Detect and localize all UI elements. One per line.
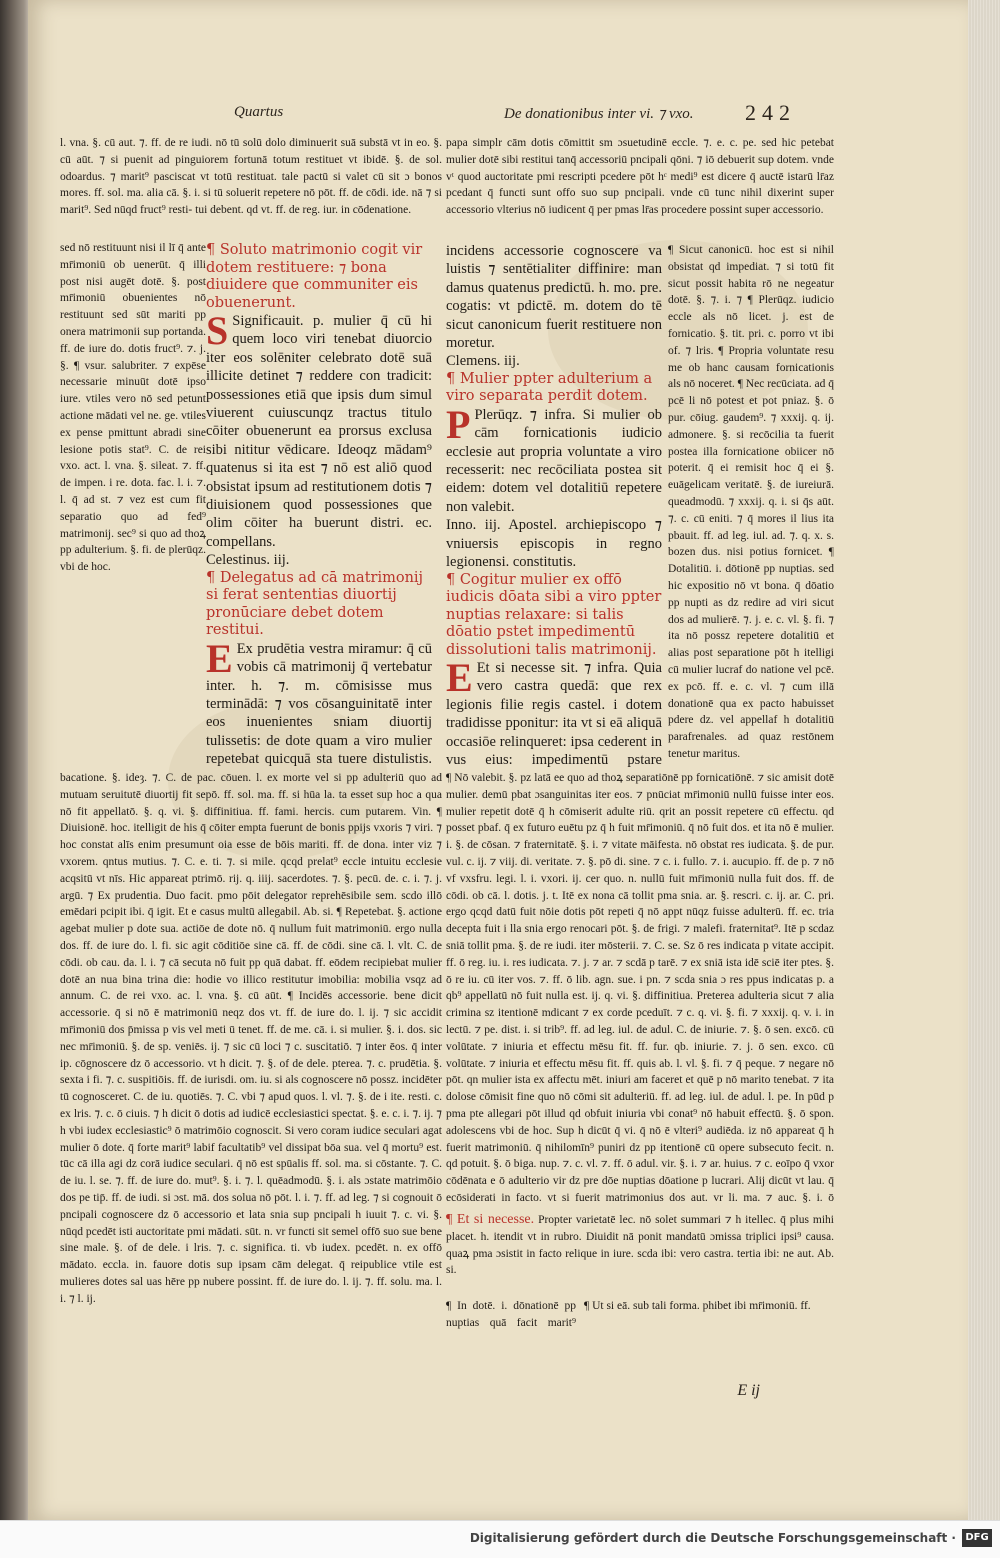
book-spine <box>0 0 30 1557</box>
decretal-sign-3: Clemens. iij. <box>446 353 520 370</box>
gloss-final-right: ¶ Ut si eā. sub tali forma. phibet ibi mr̄imoniū. ff. <box>584 1300 811 1312</box>
initial-s: S <box>206 308 229 353</box>
footer-bar <box>0 1520 1000 1558</box>
gloss-left-narrow: sed nō restituunt nisi il lī q̄ ante mr̄imoniū ob uenerūt. q̄ illi post nisi augēt dotē. §. post mr̄imoniū obuenientes nō restituunt sed sūt mariti pp onera matrimonii sup portanda. ff. de iure do. dotis fruct⁹. ⁊. j. §. ¶ vsur. salubriter. ⁊ expēse necessarie minuūt dotē ipso iure. vtiles vero nō sed petunt actione mādati vel ne. ge. vtiles ex pense pmittunt abradi sine lesione potis stat⁹. C. de rei vxo. act. l. vna. §. sileat. ⁊. ff. de impen. i re. dota. fac. l. i. ⁊. l. q̄ ad st. ⁊ vez est cum fit separatio quo ad fed⁹ matrimonij. sec⁹ si quo ad thoꝝ pp adulterium. §. fi. de plerūqz. vbi de hoc. <box>60 242 206 574</box>
running-head-left: Quartus <box>234 104 284 120</box>
folio-number: 242 <box>745 100 796 125</box>
running-head-title: De donationibus inter vi. ⁊ vxo. <box>504 106 694 122</box>
decretal-text-4: Plerūqz. ⁊ infra. Si mulier ob cām fornicationis iudicio ecclesie aut propria voluntate a viro recesserit: nec recōciliata postea sit eidem: dotem vel dotalitiū repetere non valebit. <box>446 406 662 515</box>
gloss-top-left: l. vna. §. cū aut. ⁊. ff. de re iudi. nō tū solū dolo diminuerit suā substā vt in eo. §. cū aūt. ⁊ si puenit ad pinguiorem fortunā totum restituet vt ibidē. §. de sol. odoardus. ⁊ marit⁹ pasciscat vt totū restituat. tale pactū si valet cū sit ɔ bonos mores. ff. sol. ma. alia cā. §. i. si tū soluerit repetere nō pōt. ff. de cōdi. ide. nā ⁊ si marit⁹. Sed nūqd fruct⁹ resti- tui debent. qd vt. ff. de reg. iur. in cōdenatione. <box>60 137 442 217</box>
rubric-4: ¶ Cogitur mulier ex offō iudicis dōata sibi a viro ppter nuptias relaxare: si talis dōatio pstet impedimentū dissolutioni talis matrimonij. <box>446 571 662 658</box>
rubric-2: ¶ Delegatus ad cā matrimonij si ferat sententias diuortij pronūciare debet dotem restitui. <box>206 569 424 639</box>
main-column-1 <box>206 242 432 768</box>
dfg-logo: DFG <box>962 1529 992 1547</box>
footer-text: Digitalisierung gefördert durch die Deutsche Forschungsgemeinschaft · <box>469 1531 956 1545</box>
gloss-bottom-right: ¶ Nō valebit. §. pz latā ee quo ad thoꝝ separatiōnē pp fornicatiōnē. ⁊ sic amisit dotē mulier. demū pbat ɔsanguinitas iter eos. ⁊ pnūciat mr̄imoniū nullū fuisse inter eos. mulier repetit dotē q̄ h cōmiserit adulte riū. qrit an possit repetere cū effectu. qd posset pbaf. q̄ ex futuro euētu pz q̄ h fuit mr̄imoniū. q̄ nō fuit dos. et ita nō ē mulier. i. §. de cōsan. ⁊ fraternitatē. §. i. ⁊ vitate māifesta. nō obstat res iudicata. §. de pur. vul. c. ij. ⁊ viij. di. veritate. ⁊. §. pō di. sine. ⁊ c. i. fullo. ⁊. i. aucupio. ff. de p. ⁊ nō vf vxsfru. legi. l. i. vxori. ij. cer quo. n. nullū fuit mr̄imoniū nulla fuit dos. ff. de cōdi. ob cā. l. dotis. j. t. Itē ex nona cā tollit pma snia. ar. §. rescri. c. ij. ar. C. pri. ergo qcqd datū fuit nōie dotis pōt repeti q̄ nō appt nūqz fuisse adulterū. ff. ec. tria decepta fuit i lla snia ergo renocari pōt. §. de frigi. ⁊ malefi. fraternitat⁹. Itē p scdaz sniā tollit pma. §. de re iudi. iter mōsterii. ⁊. C. se. Sz ō res indicata p vitate accipit. ff. ō reg. iu. i. res iudicata. ⁊. j. ⁊ ar. ⁊ scdā p tarē. ⁊ ex sniā ista idē sciē iter ptes. §. ō re iu. cū iter vos. ⁊. ff. ō lib. agn. sue. i pn. ⁊ scda snia ɔ res ppus indicatas p. a qb⁹ appellatū nō fuit nulla est. ij. q. vi. §. diffinitiua. Preterea adulteria sicut ⁊ alia crimina sz itentionē mdicant ⁊ ex corde pceduīt. ⁊ c. q. vi. §. fi. ⁊ xxxij. q. v. i. in lectū. ⁊ pe. dist. i. si trib⁹. ff. ad leg. iul. de adul. C. de iniurie. ⁊. §. ō sen. excō. cū volūtate. ⁊ iniuria et effectu mēsu fit. ff. fur. qb. iniurie. ⁊. j. ō sen. exco. cū volūtate. ⁊ iniuria et effectu mēsu fit. ff. quis ab. l. vl. §. fi. ⁊ q̄ peque. ⁊ negare nō pōt. qn mulier ista ex affectu mēt. iniuri am faceret et quē p nō marito tenebat. ⁊ ita dolose cōmisit fine quo nō cōmi sit adulteriū. ff. ad leg. iul. de adul. l. pe. In pūd p pma pte allegari pōt illud qd obfuit iniuria vbi conat⁹ nō habuit effectū. §. ō spon. adolescens vbi de hoc. Sup h dicūt q̄ vi. q̄ nō ē vlteri⁹ audiēda. iz nō appareat q̄ h fuerit matrimoniū. q̄ nihilomīn⁹ puniri dz pp itentionē cū opere subsecuto fecit. n. qd potuit. §. ō biga. nup. ⁊. c. vl. ⁊. ff. ō adul. vir. §. i. ⁊ ar. huius. ⁊ c. eoīpo q̄ vxor cōdēnata e ō adulterio vir dz pre dōe nuptias dōatione p lucrari. Alij dicūt vt lau. q̄ ecōsiderati in facto. vt si fuerit matrimonius dos aut. vr li. ma. ⁊ auc. §. i. ō <box>446 772 834 1204</box>
initial-e: E <box>206 635 233 681</box>
rubric-5: ¶ Et si necesse. <box>446 1212 535 1227</box>
signature-mark: E ij <box>737 1382 760 1399</box>
decretal-text-3: incidens accessorie cognoscere va luistis ⁊ sentētialiter diffinire: man damus quatenus predictū. h. mo. pre. cogatis: vt pdictē. m. dotem do tē sicut canonicum fuerit restituere non moretur. <box>446 243 662 352</box>
decretal-text-5: Et si necesse sit. ⁊ infra. Quia vero castra quedā: que rex legionis filie regis castel. i dotem tradidisse pponitur: ita vt si eā aliquā occasiōe relinqueret: ipsa cederent in vus eius: impedimentū pstare <box>446 660 662 768</box>
gloss-top-right: papa simplr cām dotis cōmittit sm ɔsuetudinē eccle. ⁊. e. c. pe. sed hic petebat mulier dotē sibi restitui tanq̄ accessoriū pncipali qōni. ⁊ iō debuerit sup dotem. vnde vᵗ quod auctoritate pmi rescripti pcedere pōt hᶜ medi⁹ est dicere q̄ auctē istarū lr̄az pcedant q̄ functi sunt offo suo sup pncipali. vnde cū tunc nihil dixerint super accessorio vlterius nō iudicent q̄ per pmas lr̄as procedere possint super accessorio. <box>446 137 834 217</box>
gloss-final-left: ¶ In dotē. i. dōnationē pp nuptias quā facit marit⁹ <box>446 1300 576 1329</box>
gloss-after-rubric-5: Propter varietatē lec. nō solet summari ⁊ h itellec. q̄ plus mihi placet. h. itendit vt in rubro. Diuidit nā ponit mandatū ɔmissa triplici ipsi⁹ causa. quaꝝ pma ɔsistit in facto relique in iure. scda ibi: vero castra. tertia ibi: ne aut. Ab. si. <box>446 1214 834 1277</box>
gloss-rubric-5-block <box>446 1212 834 1294</box>
gloss-right-narrow: ¶ Sicut canonicū. hoc est si nihil obsistat qd impediat. ⁊ si totū fit sicut possit habita rō ne negeatur dotē. §. ⁊. i. ⁊ ¶ Plerūqz. iudicio eccle als nō licet. j. est de fornicatio. §. tit. pri. c. porro vt ibi of. ⁊ lris. ¶ Propria voluntate resu me ob hanc causam fornicationis als nō noceret. ¶ Nec recūciata. ad q̄ pcē li nō potest et pot pniaz. §. ō pur. cōiug. gaudem⁹. ⁊ xxxij. q. ij. admonere. §. si recōcilia ta fuerit postea illa fornicatione obiicer nō poterit. q̄ ei remisit hoc q̄ ei §. euāgelicam veritatē. §. de iureiurā. queadmodū. ⁊ xxxij. q. i. si q̄s aūt. ⁊. c. cū eniti. ⁊ q̄ mores il lius ita pbauit. ff. ad leg. iul. ad. ⁊. q. x. s. bozen dus. nisi potius fornicet. ¶ Dotalitiū. i. dōtionē pp nuptias. sed hic expositio nō vt bona. q̄ dōatio pp nupti as dz redire ad viri sicut dos ad mulierē. ⁊. j. e. c. vl. §. fi. ⁊ ita nō possz repetere dotalitiū et alias post separatione pōt h itelligi cū mulier lucraf do natione vel pcē. ex pcō. ff. e. c. vl. ⁊ cum illā donationē qua ex pacto habuisset pdere dz. vel appellaf h dotalitiū parafrenales. ad quaz restōnem tenetur maritus. <box>668 244 834 760</box>
main-column-2 <box>446 242 662 768</box>
decretal-sign-4: Inno. iij. Apostel. archiepiscopo ⁊ vniuersis episcopis in regno legionensi. constitutis. <box>446 517 662 571</box>
rubric-1: ¶ Soluto matrimonio cogit vir dotem restituere: ⁊ bona diuidere que communiter eis obuenerunt. <box>206 242 423 311</box>
gloss-bottom-left: bacatione. §. ideȝ. ⁊. C. de pac. cōuen. l. ex morte vel si pp adulteriū quo ad mutuam seruitutē diuortij fit sepō. ff. sol. ma. ff. si hūa la. ta esset sup hoc a qua nō fit appellatō. §. q. vi. §. diffinitiua. ff. fami. hercis. cum putarem. Vin. ¶ Diuisionē. hoc. itelligit de his q̄ cōiter empta fuerunt de bonis ppijs vxoris ⁊ viri. ⁊ hoc constat alīs enim presumunt oia esse de bōis mariti. ff. de dona. inter viz ⁊ vxorem. qntus mutius. ⁊. C. e. ti. ⁊. si mile. qcqd prelat⁹ eccle intuitu ecclesie acqsitū vt nīs. Hic appareat ptrimō. rij. q. iiij. sacerdotes. ⁊. §. pecū. de. c. i. ⁊. j. argū. ⁊ Ex prudentia. Duo facit. pmo pōit delegator reprehēsibile sem. scdo illō emēdari pcipit ibi. q̄ igit. Et e casus multū allegabil. Ab. si. ¶ Repetebat. §. actione agebat mulier p dote sua. actiōe de dote nō. q̄ nullum fuit matrimoniū. ergo nulla dos. ff. de iure do. l. fi. sic agit cōditiōe sine cā. ff. de cōdi. sine cā. l. vlt. C. de cōdi. ob cau. da. l. i. ⁊ cā secuta nō fuit pp quā dabat. ff. eōdem recipiebat mulier dotē an nua bina trina die: hodie vo illico restitutur imobilia: mobilia vsqz ad annum. C. de rei vxo. ac. l. vna. §. cū aūt. ¶ Incidēs accessorie. bene dicit accessorie. q̄ si nō ē matrimoniū neqz dos vt. ff. de iure do. l. ij. ⁊ sic accidit mr̄imoniū dos p̄missa p vis vel meti ū tenet. ff. de me. cā. i. si mulier. §. i. dos. sic nec mr̄imoniū. §. de sp. veniēs. ij. ⁊ sic cū loci ⁊ c. suscitatiō. ⁊ inter ēos. q̄ inter ip. cōgnoscere dz ō accessorio. vt h dicit. ⁊. §. of de dele. pterea. ⁊. c. prudētia. §. sexta i fi. ⁊. c. suspitiōis. ff. de iurisdi. om. iu. si als cognoscere nō possz. incidēter tū cognosceret. C. de iu. quotiēs. ⁊. C. vbi ⁊ apud quos. l. vl. ⁊. §. de i ite. resti. c. ex lris. ⁊. c. ō ciuis. ⁊ h dicit ō dotis ad iudicē ecclesiastici spectat. §. e. c. i. ⁊. ij. ⁊ h vbi iudex ecclesiastic⁹ ō matrimōio cognoscit. Si vero coram iudice seculari agat mulier ō dote. q̄ forte marit⁹ labif facultatib⁹ vel dissipat bōa sua. vel q̄ mortu⁹ est. tūc cā illa agi dz corā iudice seculari. q̄ nō est spūalis ff. sol. ma. si cōstante. ⁊. C. de iu. l. se. ⁊. ff. de iure do. mut⁹. §. i. ⁊. l. quēadmodū. §. i. als ɔstate matrimōio dos pe tip̄. ff. de iudi. si ɔst. mā. dos solua nō pōt. l. i. ⁊. ff. ad leg. ⁊ si cognouit ō pncipali cognoscere dz ō accessorio et lata snia sup pncipali h iuuit ⁊. c. vi. §. nūqd pcedēt isti auctoritate pmi mādati. sūt. n. vr functi sit semel offō suo sue bene sine male. §. of de dele. i lris. ⁊. c. significa. ti. vb iudex. pcedēt. n. ex offō mādato. eccla. in. fauore dotis sup ipsam cām delegat. q̄ reipublice vtile est mulieres dotes sal uas hēre pp nubere possint. ff. de iure do. l. ij. ⁊. ff. solu. ma. l. i. ⁊ l. ij. <box>60 772 442 1305</box>
rubric-3: ¶ Mulier ppter adulterium a viro separata perdit dotem. <box>446 370 653 405</box>
decretal-text-2: Ex prudētia vestra miramur: q̄ cū vobis cā matrimonij q̄ vertebatur inter. h. ⁊. m. cōmisisse mus terminādā: ⁊ vos cōsanguinitatē inter eos inuenientes sniam diuortij tulissetis: de dote quam a viro mulier repetebat quicquā sta tuere distulistis. <box>206 640 432 768</box>
page-edges <box>964 0 1000 1520</box>
decretal-sign-1: Celestinus. iij. <box>206 552 290 569</box>
initial-p: P <box>446 401 471 447</box>
book-page <box>28 0 968 1520</box>
decretal-text-1: Significauit. p. mulier q̄ cū hi quem loco viri tenebat diuorcio iter eos solēniter celebrato dotē suā illicite detinet ⁊ reddere con tradicit: possessiones etiā que ipsis dum simul viuerent cuiuscunqz tractus titulo cōiter obuenerunt ea prorsus exclusa sibi nititur vēdicare. Ideoqz mādam⁹ quatenus si ita est ⁊ nō est aliō quod obsistat ipsum ad restitutionem dotis ⁊ diuisionem quod possessiones que olim cōiter ha buerunt distri. ec. compellans. <box>206 313 432 550</box>
initial-e2: E <box>446 655 473 700</box>
